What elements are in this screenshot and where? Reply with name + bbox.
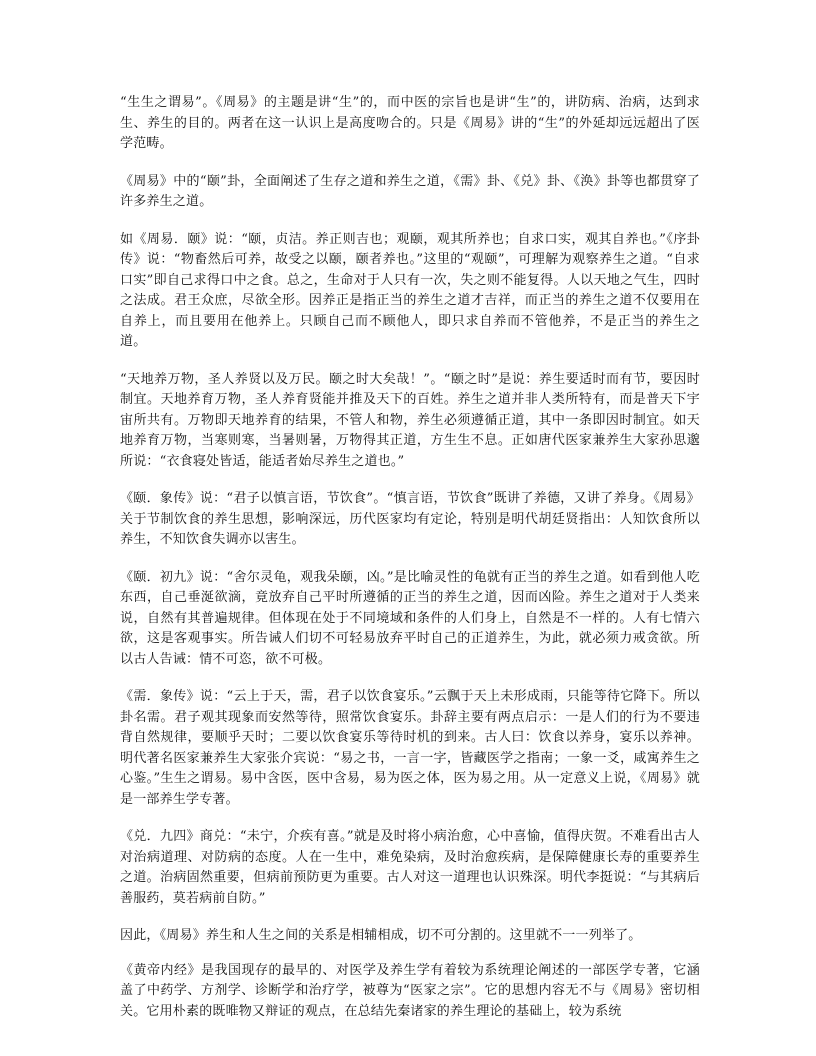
paragraph-3: 如《周易．颐》说：“颐，贞洁。养正则吉也；观颐，观其所养也；自求口实，观其自养也。”《序卦传》说：“物畜然后可养，故受之以颐，颐者养也。”这里的“观颐”，可理解为观察养生之道。“自求口实”即自己求得口中之食。总之，生命对于人只有一次，失之则不能复得。人以天地之气生，四时之法成。君王众庶，尽欲全形。因养正是指正当的养生之道才吉祥，而正当的养生之道不仅要用在自养上，而且要用在他养上。只顾自己而不顾他人，即只求自养而不管他养，不是正当的养生之道。: [120, 231, 700, 349]
document-page: [120, 93, 700, 1039]
paragraph-4: “天地养万物，圣人养贤以及万民。颐之时大矣哉！”。“颐之时”是说：养生要适时而有节，要因时制宜。天地养育万物，圣人养育贤能并推及天下的百姓。养生之道并非人类所特有，而是普天下宇宙所共有。万物即天地养育的结果，不管人和物，养生必须遵循正道，其中一条即因时制宜。如天地养育万物，当寒则寒，当暑则暑，万物得其正道，方生生不息。正如唐代医家兼养生大家孙思邈所说：“衣食寝处皆适，能适者始尽养生之道也。”: [120, 371, 700, 469]
paragraph-7: 《需．象传》说：“云上于天，需，君子以饮食宴乐。”云飘于天上未形成雨，只能等待它降下。所以卦名需。君子观其现象而安然等待，照常饮食宴乐。卦辞主要有两点启示：一是人们的行为不要违背自然规律，要顺乎天时；二要以饮食宴乐等待时机的到来。古人曰：饮食以养身，宴乐以养神。明代著名医家兼养生大家张介宾说：“易之书，一言一字，皆藏医学之指南；一象一爻，咸寓养生之心鉴。”生生之谓易。易中含医，医中含易，易为医之体，医为易之用。从一定意义上说，《周易》就是一部养生学专著。: [120, 689, 700, 807]
paragraph-6: 《颐．初九》说：“舍尔灵龟，观我朵颐，凶。”是比喻灵性的龟就有正当的养生之道。如看到他人吃东西，自己垂涎欲滴，竟放弃自己平时所遵循的正当的养生之道，因而凶险。养生之道对于人类来说，自然有其普遍规律。但体现在处于不同境域和条件的人们身上，自然是不一样的。人有七情六欲，这是客观事实。所告诫人们切不可轻易放弃平时自己的正道养生，为此，就必须力戒贪欲。所以古人告诫：情不可恣，欲不可极。: [120, 569, 700, 667]
paragraph-2: 《周易》中的“颐”卦，全面阐述了生存之道和养生之道，《需》卦、《兑》卦、《涣》卦等也都贯穿了许多养生之道。: [120, 173, 700, 209]
paragraph-9: 因此，《周易》养生和人生之间的关系是相辅相成，切不可分割的。这里就不一一列举了。: [120, 928, 642, 943]
paragraph-10: 《黄帝内经》是我国现存的最早的、对医学及养生学有着较为系统理论阐述的一部医学专著，它涵盖了中药学、方剂学、诊断学和治疗学，被尊为“医家之宗”。它的思想内容无不与《周易》密切相关。它用朴素的既唯物又辩证的观点，在总结先秦诸家的养生理论的基础上，较为系统: [120, 962, 700, 1019]
paragraph-1: “生生之谓易”。《周易》的主题是讲“生”的，而中医的宗旨也是讲“生”的，讲防病、治病，达到求生、养生的目的。两者在这一认识上是高度吻合的。只是《周易》讲的“生”的外延却远远超出了医学范畴。: [120, 95, 700, 151]
paragraph-8: 《兑．九四》商兑：“未宁，介疾有喜。”就是及时将小病治愈，心中喜愉，值得庆贺。不难看出古人对治病道理、对防病的态度。人在一生中，难免染病，及时治愈疾病，是保障健康长寿的重要养生之道。治病固然重要，但病前预防更为重要。古人对这一道理也认识殊深。明代李挺说：“与其病后善服药，莫若病前自防。”: [120, 829, 700, 906]
paragraph-5: 《颐．象传》说：“君子以慎言语，节饮食”。“慎言语，节饮食”既讲了养德，又讲了养身。《周易》关于节制饮食的养生思想，影响深远，历代医家均有定论，特别是明代胡廷贤指出：人知饮食所以养生，不知饮食失调亦以害生。: [120, 491, 700, 547]
